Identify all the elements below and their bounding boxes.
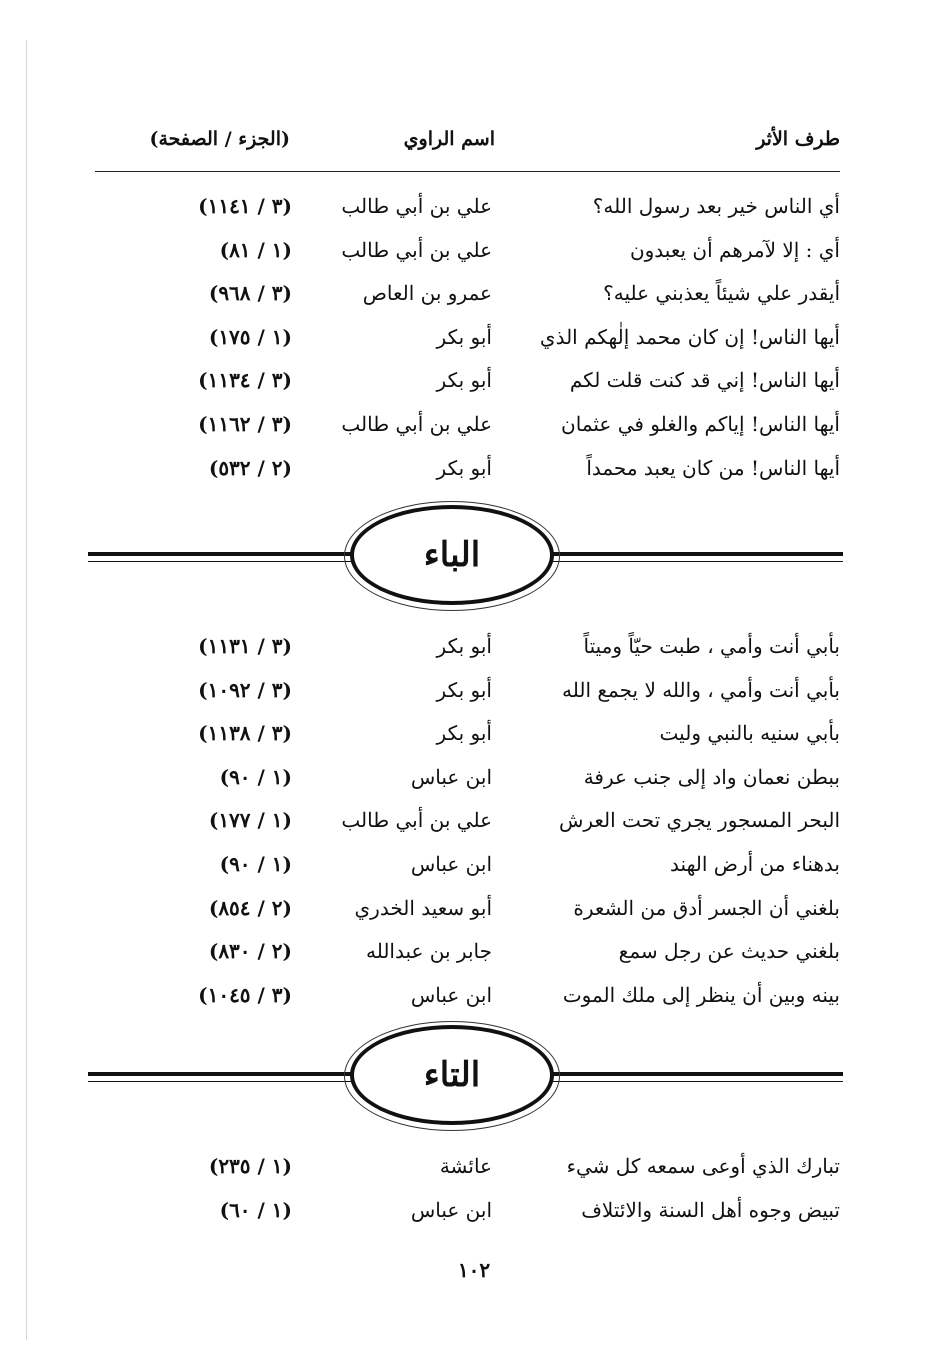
section-title: التاء <box>423 1055 481 1095</box>
reference-cell: (١ / ٩٠) <box>219 851 292 876</box>
phrase-cell: بينه وبين أن ينظر إلى ملك الموت <box>562 982 840 1007</box>
reference-cell: (٣ / ١١٣٨) <box>198 721 292 746</box>
header-reference: (الجزء / الصفحة) <box>149 128 290 150</box>
phrase-cell: تبارك الذي أوعى سمعه كل شيء <box>566 1154 840 1178</box>
reference-cell: (١ / ٩٠) <box>219 764 292 789</box>
phrase-cell: بأبي سنيه بالنبي وليت <box>659 721 840 746</box>
table-header <box>95 128 840 168</box>
reference-cell: (١ / ١٧٧) <box>208 808 292 833</box>
narrator-cell: أبو بكر <box>436 721 492 746</box>
phrase-cell: أي : إلا لآمرهم أن يعبدون <box>629 237 840 262</box>
table-row <box>95 364 840 408</box>
reference-cell: (٣ / ١٠٩٢) <box>198 677 292 702</box>
divider-thin-line-left <box>88 1081 356 1082</box>
table-row <box>95 979 840 1023</box>
reference-cell: (١ / ٦٠) <box>219 1197 292 1222</box>
narrator-cell: ابن عباس <box>410 1197 492 1222</box>
table-row <box>95 674 840 718</box>
reference-cell: (٣ / ١٠٤٥) <box>198 982 292 1007</box>
divider-line-right <box>553 552 843 556</box>
reference-cell: (٣ / ١١٤١) <box>198 194 292 218</box>
narrator-cell: ابن عباس <box>410 982 492 1007</box>
narrator-cell: أبو بكر <box>436 455 492 480</box>
reference-cell: (١ / ٢٣٥) <box>208 1154 292 1178</box>
reference-cell: (٣ / ١١٣٤) <box>198 368 292 393</box>
narrator-cell: علي بن أبي طالب <box>341 808 492 833</box>
divider-line-right <box>553 1072 843 1076</box>
table-row <box>95 804 840 848</box>
reference-cell: (٣ / ١١٣١) <box>198 634 292 658</box>
phrase-cell: أيها الناس! إن كان محمد إلٰهكم الذي <box>539 324 840 349</box>
reference-cell: (٣ / ١١٦٢) <box>198 411 292 436</box>
phrase-cell: تبيض وجوه أهل السنة والائتلاف <box>581 1197 840 1222</box>
narrator-cell: جابر بن عبدالله <box>365 939 492 964</box>
table-row <box>95 848 840 892</box>
table-row <box>95 452 840 496</box>
section-ba-rows <box>95 630 840 1022</box>
divider-thin-line-left <box>88 561 356 562</box>
divider-line-left <box>88 1072 356 1076</box>
section-alif-rows <box>95 190 840 495</box>
table-row <box>95 190 840 234</box>
divider-thin-line-right <box>553 561 843 562</box>
table-row <box>95 277 840 321</box>
section-divider-ba <box>88 505 843 615</box>
table-row <box>95 1194 840 1238</box>
narrator-cell: ابن عباس <box>410 851 492 876</box>
header-phrase: طرف الأثر <box>756 128 840 150</box>
table-row <box>95 892 840 936</box>
page-number: ١٠٢ <box>457 1258 491 1282</box>
section-ta-rows <box>95 1150 840 1237</box>
section-title: الباء <box>423 535 481 575</box>
section-divider-ta <box>88 1025 843 1135</box>
phrase-cell: أي الناس خير بعد رسول الله؟ <box>592 194 840 218</box>
reference-cell: (٣ / ٩٦٨) <box>208 281 292 306</box>
narrator-cell: علي بن أبي طالب <box>341 237 492 262</box>
narrator-cell: ابن عباس <box>410 764 492 789</box>
phrase-cell: أيها الناس! إني قد كنت قلت لكم <box>569 368 840 393</box>
phrase-cell: البحر المسجور يجري تحت العرش <box>558 808 840 833</box>
reference-cell: (٢ / ٨٣٠) <box>208 939 292 964</box>
phrase-cell: بلغني أن الجسر أدق من الشعرة <box>573 895 840 920</box>
table-row <box>95 935 840 979</box>
narrator-cell: أبو بكر <box>436 634 492 658</box>
phrase-cell: أيقدر علي شيئاً يعذبني عليه؟ <box>603 281 840 306</box>
table-row <box>95 717 840 761</box>
narrator-cell: عمرو بن العاص <box>362 281 492 306</box>
table-row <box>95 1150 840 1194</box>
table-row <box>95 234 840 278</box>
narrator-cell: عائشة <box>439 1154 492 1178</box>
reference-cell: (١ / ١٧٥) <box>208 324 292 349</box>
narrator-cell: أبو بكر <box>436 677 492 702</box>
header-rule <box>95 171 840 172</box>
narrator-cell: أبو بكر <box>436 324 492 349</box>
narrator-cell: أبو بكر <box>436 368 492 393</box>
phrase-cell: أيها الناس! من كان يعبد محمداً <box>586 455 840 480</box>
phrase-cell: بأبي أنت وأمي ، طبت حيّاً وميتاً <box>583 634 840 658</box>
header-narrator: اسم الراوي <box>403 128 495 150</box>
phrase-cell: بلغني حديث عن رجل سمع <box>618 939 840 964</box>
phrase-cell: بأبي أنت وأمي ، والله لا يجمع الله <box>562 677 840 702</box>
divider-line-left <box>88 552 356 556</box>
narrator-cell: علي بن أبي طالب <box>341 411 492 436</box>
reference-cell: (١ / ٨١) <box>219 237 292 262</box>
phrase-cell: أيها الناس! إياكم والغلو في عثمان <box>561 411 840 436</box>
divider-thin-line-right <box>553 1081 843 1082</box>
narrator-cell: أبو سعيد الخدري <box>354 895 492 920</box>
reference-cell: (٢ / ٥٣٢) <box>208 455 292 480</box>
table-row <box>95 630 840 674</box>
table-row <box>95 408 840 452</box>
phrase-cell: بدهناء من أرض الهند <box>670 851 840 876</box>
table-row <box>95 761 840 805</box>
phrase-cell: ببطن نعمان واد إلى جنب عرفة <box>583 764 840 789</box>
table-row <box>95 321 840 365</box>
narrator-cell: علي بن أبي طالب <box>341 194 492 218</box>
reference-cell: (٢ / ٨٥٤) <box>208 895 292 920</box>
